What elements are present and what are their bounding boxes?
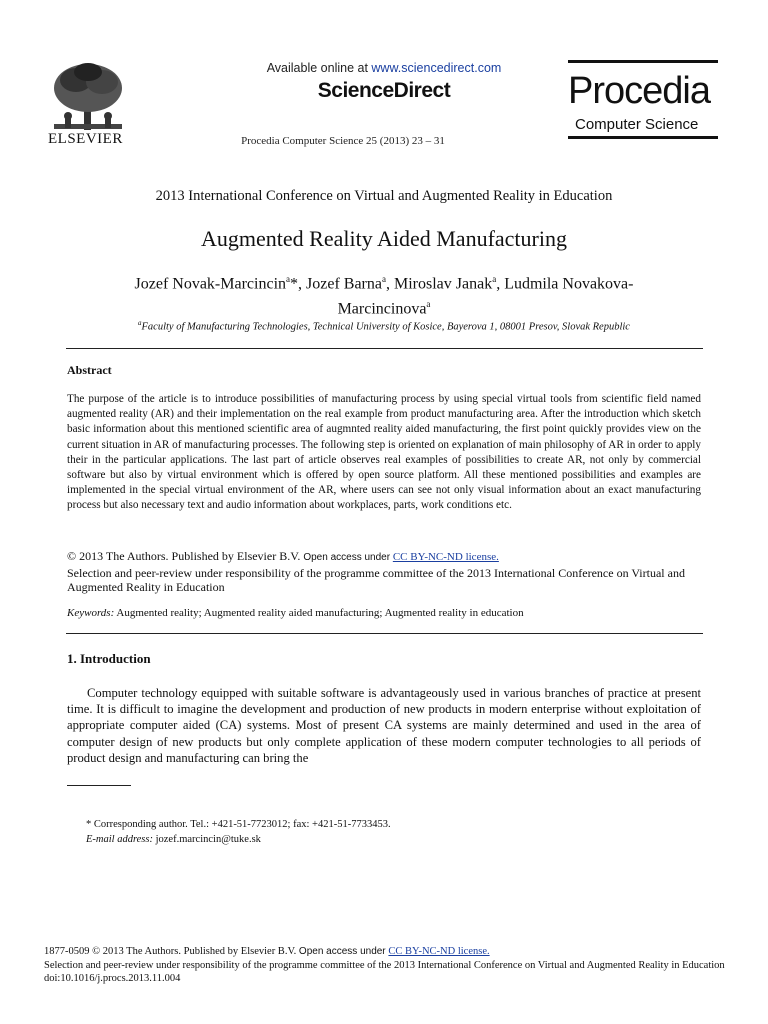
license-link[interactable]: CC BY-NC-ND license. [392,551,499,563]
abstract-text: The purpose of the article is to introduce possibilities of manufacturing process by using special virtual tools from scientific field named augmented reality (AR) and their implementation on the real example from product manufacturing area. After the introduction which sketch basic information about this mentioned scientific area of augmnted reality aided manufacturing, the first point quickly provides view on the current situation in AR of manufacturing processes. The following step is oriented on explanation of main philosophy of AR in order to apply their in the particular applications. The last part of article observes real examples of possibilities to create AR, not only by commercial software but also by virtual environment which is offered by open source platform. All these mentioned possibilities and examples are implemented in the special virtual environment of the AR, where users can see not only visual information about an exact manufacturing process but also necessary text and audio information about workplaces, parts, work conditions etc. [67,393,701,512]
doi: doi:10.1016/j.procs.2013.11.004 [44,973,181,984]
sciencedirect-logo: ScienceDirect [317,79,451,102]
keywords: Keywords: Augmented reality; Augmented reality aided manufacturing; Augmented reality in education [67,607,524,619]
paper-title: Augmented Reality Aided Manufacturing [201,226,567,251]
available-online: Available online at www.sciencedirect.com [266,61,502,75]
conference-name: 2013 International Conference on Virtual and Augmented Reality in Education [155,188,613,204]
divider-top [66,348,703,349]
divider-bottom [66,633,703,634]
procedia-logo: Procedia [568,70,710,112]
sciencedirect-link[interactable]: www.sciencedirect.com [371,61,502,75]
abstract-heading: Abstract [67,363,112,377]
affiliation: $^a$Faculty of Manufacturing Technologies, Technical University of Kosice, Bayerova 1, 08001 Presov, Slovak Republic [138,319,630,333]
page-footer: 1877-0509 © 2013 The Authors. Published by Elsevier B.V. Open access under CC BY-NC-ND license. Selection and peer-review under responsibility of the programme committee of the 2013 International Conference on Virtual and Augmented Reality in Education doi:10.1016/j.procs.2013.11.004 [44,946,725,984]
procedia-subtitle: Computer Science [575,116,699,133]
section-heading-introduction: 1. Introduction [67,651,151,666]
email-address: E-mail address: jozef.marcincin@tuke.sk [86,834,261,845]
introduction-text: Computer technology equipped with suitable software is advantageously used in various branches of practice at present time. It is difficult to imagine the development and production of new products in modern enterprise without exploitation of appropriate computer aided (CA) systems. Most of present CA systems are mainly determined and used in the area of computer design of new products but only complete application of these modern computer technologies to all periods of product design and manufacturing can bring the [67,686,701,765]
publisher-name: ELSEVIER [48,131,123,147]
footnote-rule [67,785,131,786]
copyright-block: © 2013 The Authors. Published by Elsevier B.V. Open access under CC BY-NC-ND license. Selection and peer-review under responsibility of the programme committee of the 2013 International Conference on Virtual and Augmented Reality in Education [67,549,685,594]
procedia-rule [568,136,718,139]
authors: Jozef Novak-Marcincin$^a$*, Jozef Barna$^a$, Miroslav Janak$^a$, Ludmila Novakova- Marcincinova$^a$ [134,274,634,318]
journal-reference: Procedia Computer Science 25 (2013) 23 – 31 [241,135,445,147]
corresponding-author: * Corresponding author. Tel.: +421-51-7723012; fax: +421-51-7733453. [86,819,391,830]
footer-license-link[interactable]: CC BY-NC-ND license. [388,946,490,957]
